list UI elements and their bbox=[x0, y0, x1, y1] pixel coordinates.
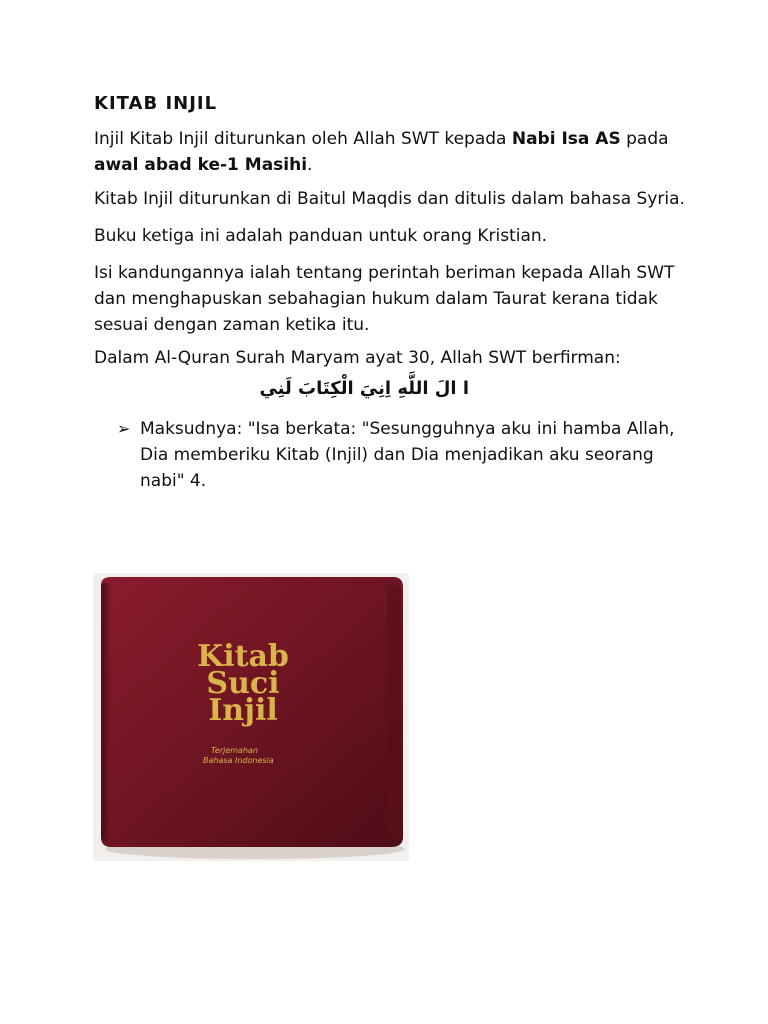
arabic-verse: ا الَ اللَّهِ اِنِيَ الْكِتَابَ لَنِي bbox=[259, 378, 469, 399]
intro-bold-nabi: Nabi Isa AS bbox=[511, 129, 621, 149]
paragraph-intro bbox=[94, 126, 694, 178]
paragraph-contents: Isi kandungannya ialah tentang perintah beriman kepada Allah SWT dan menghapuskan sebahagian hukum dalam Taurat kerana tidak sesuai dengan zaman ketika itu. bbox=[94, 263, 675, 335]
paragraph-guide: Buku ketiga ini adalah panduan untuk orang Kristian. bbox=[94, 226, 548, 246]
intro-text-c: . bbox=[307, 155, 313, 175]
cover-title-line-1: Kitab bbox=[197, 639, 289, 674]
page-title: KITAB INJIL bbox=[94, 93, 218, 114]
book-cover-illustration bbox=[93, 573, 409, 861]
bullet-meaning bbox=[117, 416, 677, 494]
cover-subtitle-line-2: Bahasa Indonesia bbox=[203, 756, 274, 765]
cover-title-line-2: Suci bbox=[206, 666, 280, 701]
intro-text-a: Injil Kitab Injil diturunkan oleh Allah SWT kepada bbox=[94, 129, 512, 149]
intro-text-b: pada bbox=[620, 129, 669, 149]
cover-title-line-3: Injil bbox=[208, 693, 278, 728]
bullet-meaning-text: Maksudnya: "Isa berkata: "Sesungguhnya aku ini hamba Allah, Dia memberiku Kitab (Injil) dan Dia menjadikan aku seorang nabi" 4. bbox=[140, 419, 675, 491]
book-photo bbox=[93, 573, 409, 861]
paragraph-revealed: Kitab Injil diturunkan di Baitul Maqdis dan ditulis dalam bahasa Syria. bbox=[94, 189, 685, 209]
cover-subtitle-line-1: Terjemahan bbox=[211, 746, 258, 755]
intro-bold-era: awal abad ke-1 Masihi bbox=[94, 155, 308, 175]
arrow-bullet-icon: ➢ bbox=[117, 419, 131, 438]
paragraph-quran: Dalam Al-Quran Surah Maryam ayat 30, Allah SWT berfirman: bbox=[94, 348, 621, 368]
